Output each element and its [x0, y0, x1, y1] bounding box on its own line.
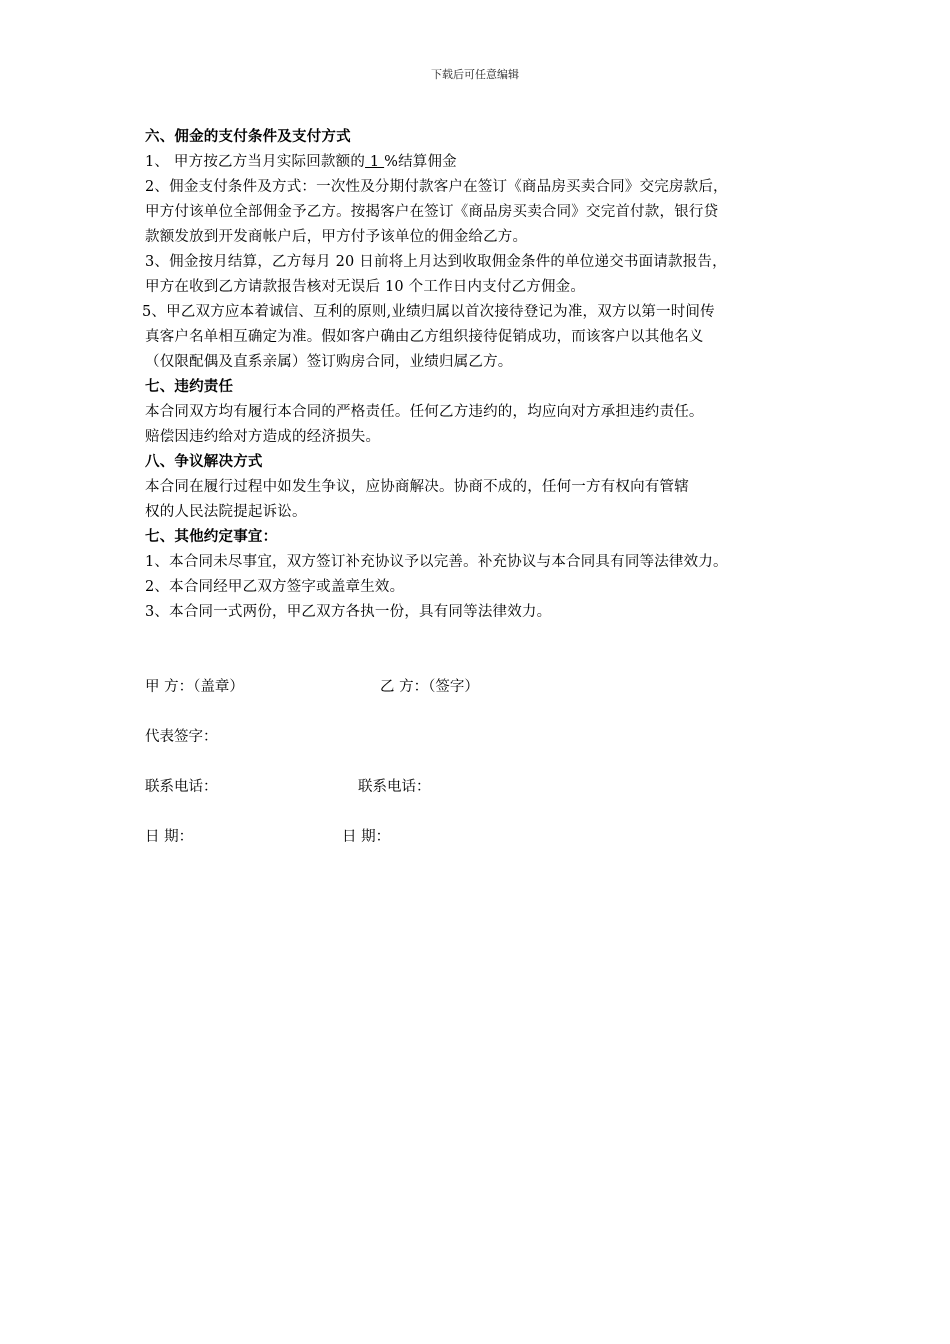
section-6-item-2-line-2: 甲方付该单位全部佣金予乙方。按揭客户在签订《商品房买卖合同》交完首付款，银行贷	[145, 204, 719, 220]
section-6-item-2-line-3: 款额发放到开发商帐户后，甲方付予该单位的佣金给乙方。	[145, 229, 528, 245]
section-7-line-2: 赔偿因违约给对方造成的经济损失。	[145, 429, 381, 445]
representative-signature-label: 代表签字：	[145, 729, 218, 745]
section-6-item-3-line-2: 甲方在收到乙方请款报告核对无误后 10 个工作日内支付乙方佣金。	[145, 279, 586, 295]
section-8-line-2: 权的人民法院提起诉讼。	[145, 504, 307, 520]
section-6-item-2-line-1: 2、佣金支付条件及方式：一次性及分期付款客户在签订《商品房买卖合同》交完房款后，	[145, 179, 728, 195]
party-a-label: 甲 方：（盖章）	[145, 679, 244, 695]
section-8-line-1: 本合同在履行过程中如发生争议，应协商解决。协商不成的，任何一方有权向有管辖	[145, 479, 689, 495]
section-6-item-5-line-1: 5、甲乙双方应本着诚信、互利的原则,业绩归属以首次接待登记为准，双方以第一时间传	[142, 304, 715, 320]
item-1-prefix: 1、 甲方按乙方当月实际回款额的	[145, 154, 366, 170]
item-1-suffix: %结算佣金	[384, 154, 457, 170]
section-8-title: 八、争议解决方式	[145, 454, 263, 470]
page-header-note: 下载后可任意编辑	[431, 68, 519, 81]
party-b-phone-label: 联系电话：	[358, 779, 431, 795]
party-a-phone-label: 联系电话：	[145, 779, 218, 795]
party-a-date-label: 日 期：	[145, 829, 194, 845]
section-6-item-3-line-1: 3、佣金按月结算，乙方每月 20 日前将上月达到收取佣金条件的单位递交书面请款报告，	[145, 254, 727, 270]
section-6-item-5-line-2: 真客户名单相互确定为准。假如客户确由乙方组织接待促销成功，而该客户以其他名义	[145, 329, 704, 345]
section-6-item-1	[145, 152, 457, 172]
party-b-label: 乙 方：（签字）	[380, 679, 479, 695]
section-6-title: 六、佣金的支付条件及支付方式	[145, 129, 351, 145]
section-other-line-3: 3、本合同一式两份，甲乙双方各执一份，具有同等法律效力。	[145, 604, 552, 620]
section-other-line-1: 1、本合同未尽事宜，双方签订补充协议予以完善。补充协议与本合同具有同等法律效力。	[145, 554, 728, 570]
section-other-title: 七、其他约定事宜：	[145, 529, 278, 545]
section-7-title: 七、违约责任	[145, 379, 234, 395]
party-b-date-label: 日 期：	[342, 829, 391, 845]
section-7-line-1: 本合同双方均有履行本合同的严格责任。任何乙方违约的，均应向对方承担违约责任。	[145, 404, 704, 420]
section-6-item-5-line-3: （仅限配偶及直系亲属）签订购房合同，业绩归属乙方。	[145, 354, 513, 370]
section-other-line-2: 2、本合同经甲乙双方签字或盖章生效。	[145, 579, 405, 595]
commission-rate-value: 1	[365, 154, 385, 170]
